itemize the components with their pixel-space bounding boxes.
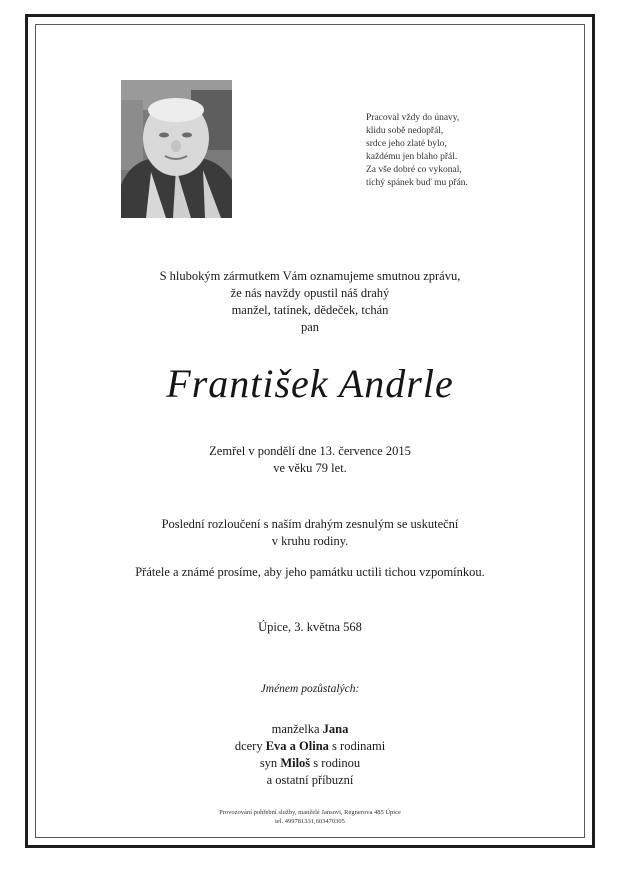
poem-line: klidu sobě nedopřál, bbox=[366, 126, 444, 136]
farewell-line: Poslední rozloučení s naším drahým zesnulým se uskuteční bbox=[161, 517, 459, 531]
announcement bbox=[60, 268, 560, 336]
family-list bbox=[60, 721, 560, 789]
family-line-wife bbox=[60, 721, 560, 738]
footer-line: Provozování pohřební služby, manželé Jansovi, Regnerova 485 Úpice bbox=[219, 809, 401, 816]
family-member-name: Jana bbox=[322, 722, 349, 736]
poem bbox=[366, 112, 526, 190]
address bbox=[60, 619, 560, 636]
poem-line: Za vše dobré co vykonal, bbox=[366, 165, 462, 175]
poem-line: srdce jeho zlaté bylo, bbox=[366, 139, 447, 149]
death-line: Zemřel v pondělí dne 13. července 2015 bbox=[209, 444, 411, 458]
announcement-line: S hlubokým zármutkem Vám oznamujeme smutnou zprávu, bbox=[159, 269, 461, 283]
farewell-line: v kruhu rodiny. bbox=[271, 534, 349, 548]
request bbox=[60, 564, 560, 581]
poem-line: tichý spánek buď mu přán. bbox=[366, 178, 468, 188]
portrait-image bbox=[121, 80, 232, 218]
family-member-name: Miloš bbox=[280, 756, 311, 770]
family-suffix: s rodinami bbox=[332, 739, 386, 753]
family-line-son bbox=[60, 755, 560, 772]
family-relation: syn bbox=[259, 756, 278, 770]
address-line: Úpice, 3. května 568 bbox=[258, 620, 362, 634]
announcement-line: že nás navždy opustil náš drahý bbox=[230, 286, 390, 300]
family-line-daughters bbox=[60, 738, 560, 755]
announcement-line: manžel, tatínek, dědeček, tchán bbox=[231, 303, 389, 317]
family-member-name: Eva a Olina bbox=[265, 739, 329, 753]
announcement-line: pan bbox=[300, 320, 320, 334]
poem-line: Pracoval vždy do únavy, bbox=[366, 113, 460, 123]
signed-label: Jménem pozůstalých: bbox=[260, 683, 360, 695]
funeral-service-footer bbox=[60, 808, 560, 826]
family-line-relatives: a ostatní příbuzní bbox=[266, 773, 354, 787]
farewell-info bbox=[60, 516, 560, 550]
family-relation: dcery bbox=[234, 739, 263, 753]
family-suffix: s rodinou bbox=[313, 756, 361, 770]
poem-line: každému jen blaho přál. bbox=[366, 152, 458, 162]
portrait-photo bbox=[121, 80, 232, 218]
death-info bbox=[60, 443, 560, 477]
death-line: ve věku 79 let. bbox=[273, 461, 347, 475]
footer-line: tel. 499781331,603470305 bbox=[275, 818, 345, 825]
family-relation: manželka bbox=[271, 722, 320, 736]
request-line: Přátele a známé prosíme, aby jeho památku uctili tichou vzpomínkou. bbox=[135, 565, 485, 579]
deceased-name: František Andrle bbox=[166, 361, 454, 406]
